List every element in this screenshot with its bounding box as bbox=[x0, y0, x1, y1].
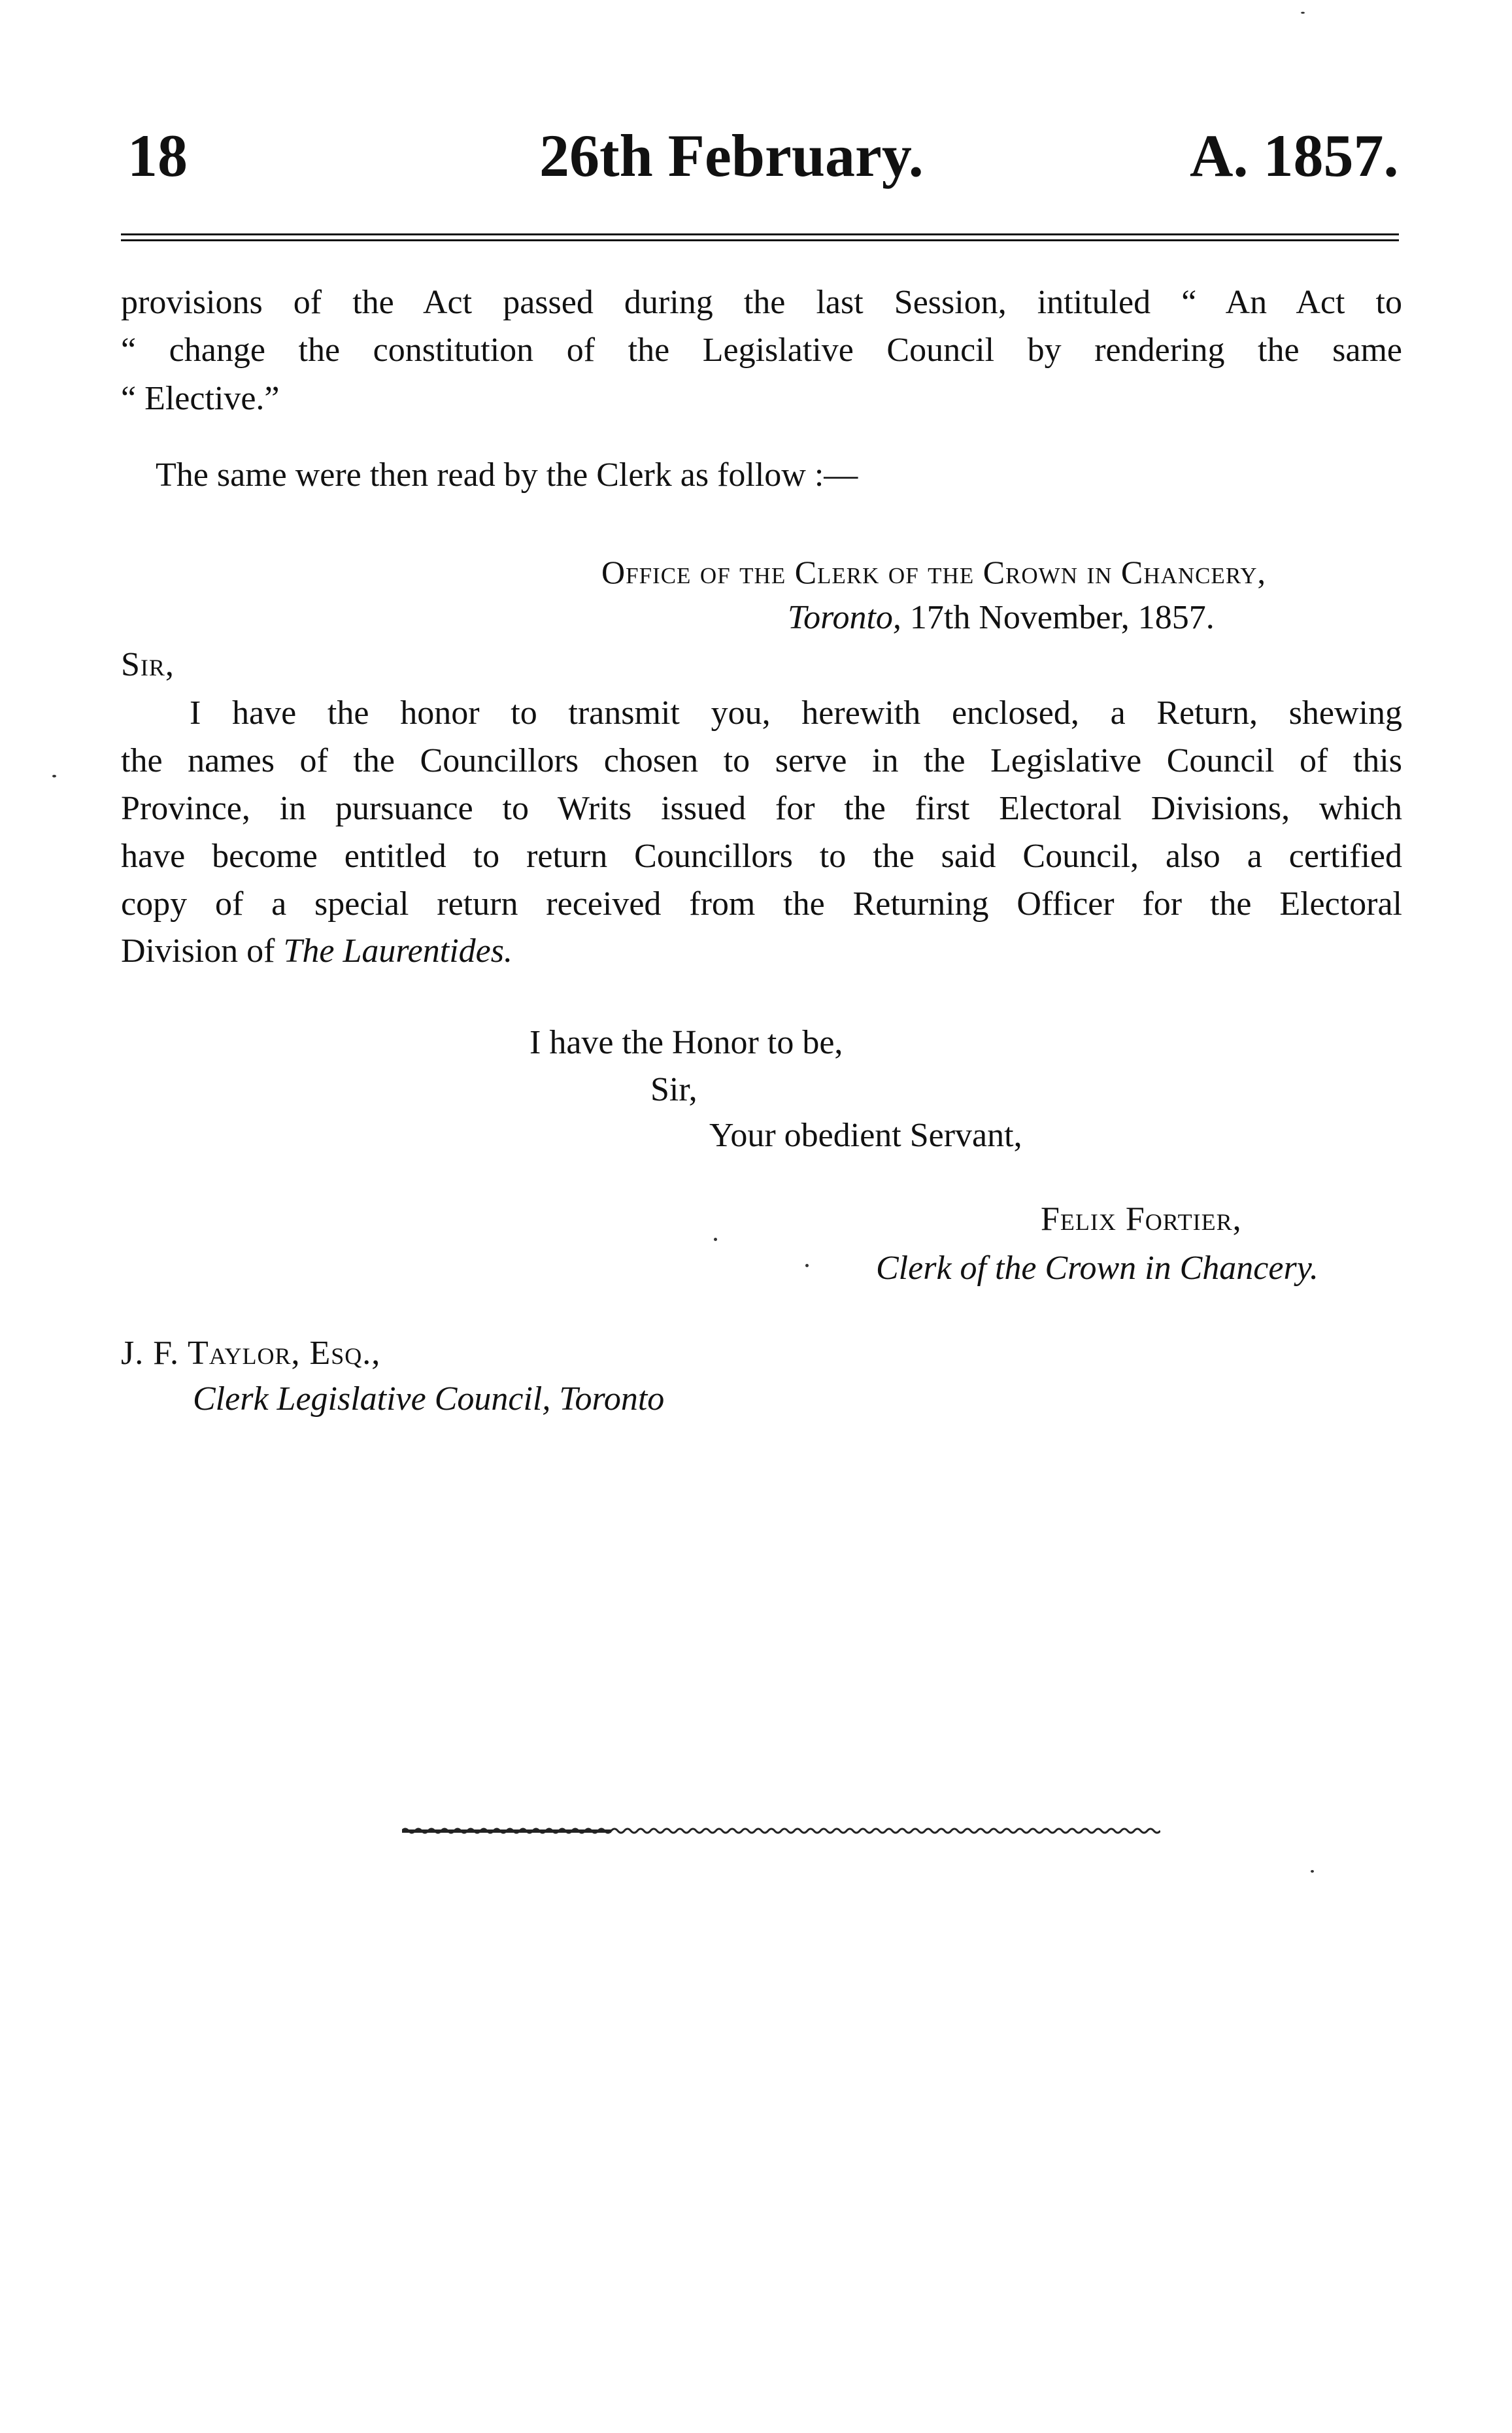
letter-line3: Province, in pursuance to Writs issued for the first Electoral Divisions, which bbox=[121, 790, 1402, 827]
scan-speck bbox=[805, 1264, 809, 1267]
closing-line1: I have the Honor to be, bbox=[529, 1024, 843, 1061]
scan-speck bbox=[714, 1238, 717, 1241]
para2: The same were then read by the Clerk as follow :— bbox=[156, 456, 858, 494]
addressee-name-text: J. F. Taylor, Esq., bbox=[121, 1335, 381, 1372]
letter-line6 bbox=[121, 928, 512, 974]
letter-place: Toronto, bbox=[788, 599, 901, 636]
electoral-division-name: The Laurentides. bbox=[283, 932, 512, 970]
header-date: 26th February. bbox=[539, 122, 924, 189]
signer-name: Felix Fortier, bbox=[1041, 1200, 1242, 1238]
letter-line6-prefix: Division of bbox=[121, 932, 275, 970]
header-year: A. 1857. bbox=[1190, 122, 1399, 189]
page-number: 18 bbox=[127, 122, 188, 189]
letter-place-date bbox=[788, 595, 1215, 641]
para1-line2: “ change the constitution of the Legislative Council by rendering the same bbox=[121, 332, 1402, 369]
addressee-title: Clerk Legislative Council, Toronto bbox=[193, 1380, 665, 1418]
letter-line1: I have the honor to transmit you, herewith enclosed, a Return, shewing bbox=[190, 694, 1402, 732]
addressee-name bbox=[121, 1331, 380, 1376]
para1-line1: provisions of the Act passed during the last Session, intituled “ An Act to bbox=[121, 284, 1402, 321]
header-double-rule bbox=[121, 233, 1399, 241]
office-heading: Office of the Clerk of the Crown in Chancery, bbox=[601, 554, 1267, 590]
signer-title: Clerk of the Crown in Chancery. bbox=[876, 1250, 1319, 1287]
para1-line3: “ Elective.” bbox=[121, 380, 280, 417]
letter-line2: the names of the Councillors chosen to serve in the Legislative Council of this bbox=[121, 742, 1402, 779]
end-ornament-rule bbox=[402, 1826, 1160, 1835]
letter-line4: have become entitled to return Councillors to the said Council, also a certified bbox=[121, 838, 1402, 875]
letter-date: 17th November, 1857. bbox=[909, 599, 1215, 636]
closing-line3: Your obedient Servant, bbox=[709, 1117, 1022, 1154]
salutation: Sir, bbox=[121, 646, 175, 683]
closing-line2: Sir, bbox=[650, 1071, 697, 1108]
scan-speck bbox=[52, 775, 56, 777]
scan-speck bbox=[1301, 12, 1305, 14]
letter-line5: copy of a special return received from the Returning Officer for the Electoral bbox=[121, 885, 1402, 923]
scan-speck bbox=[1311, 1870, 1314, 1873]
